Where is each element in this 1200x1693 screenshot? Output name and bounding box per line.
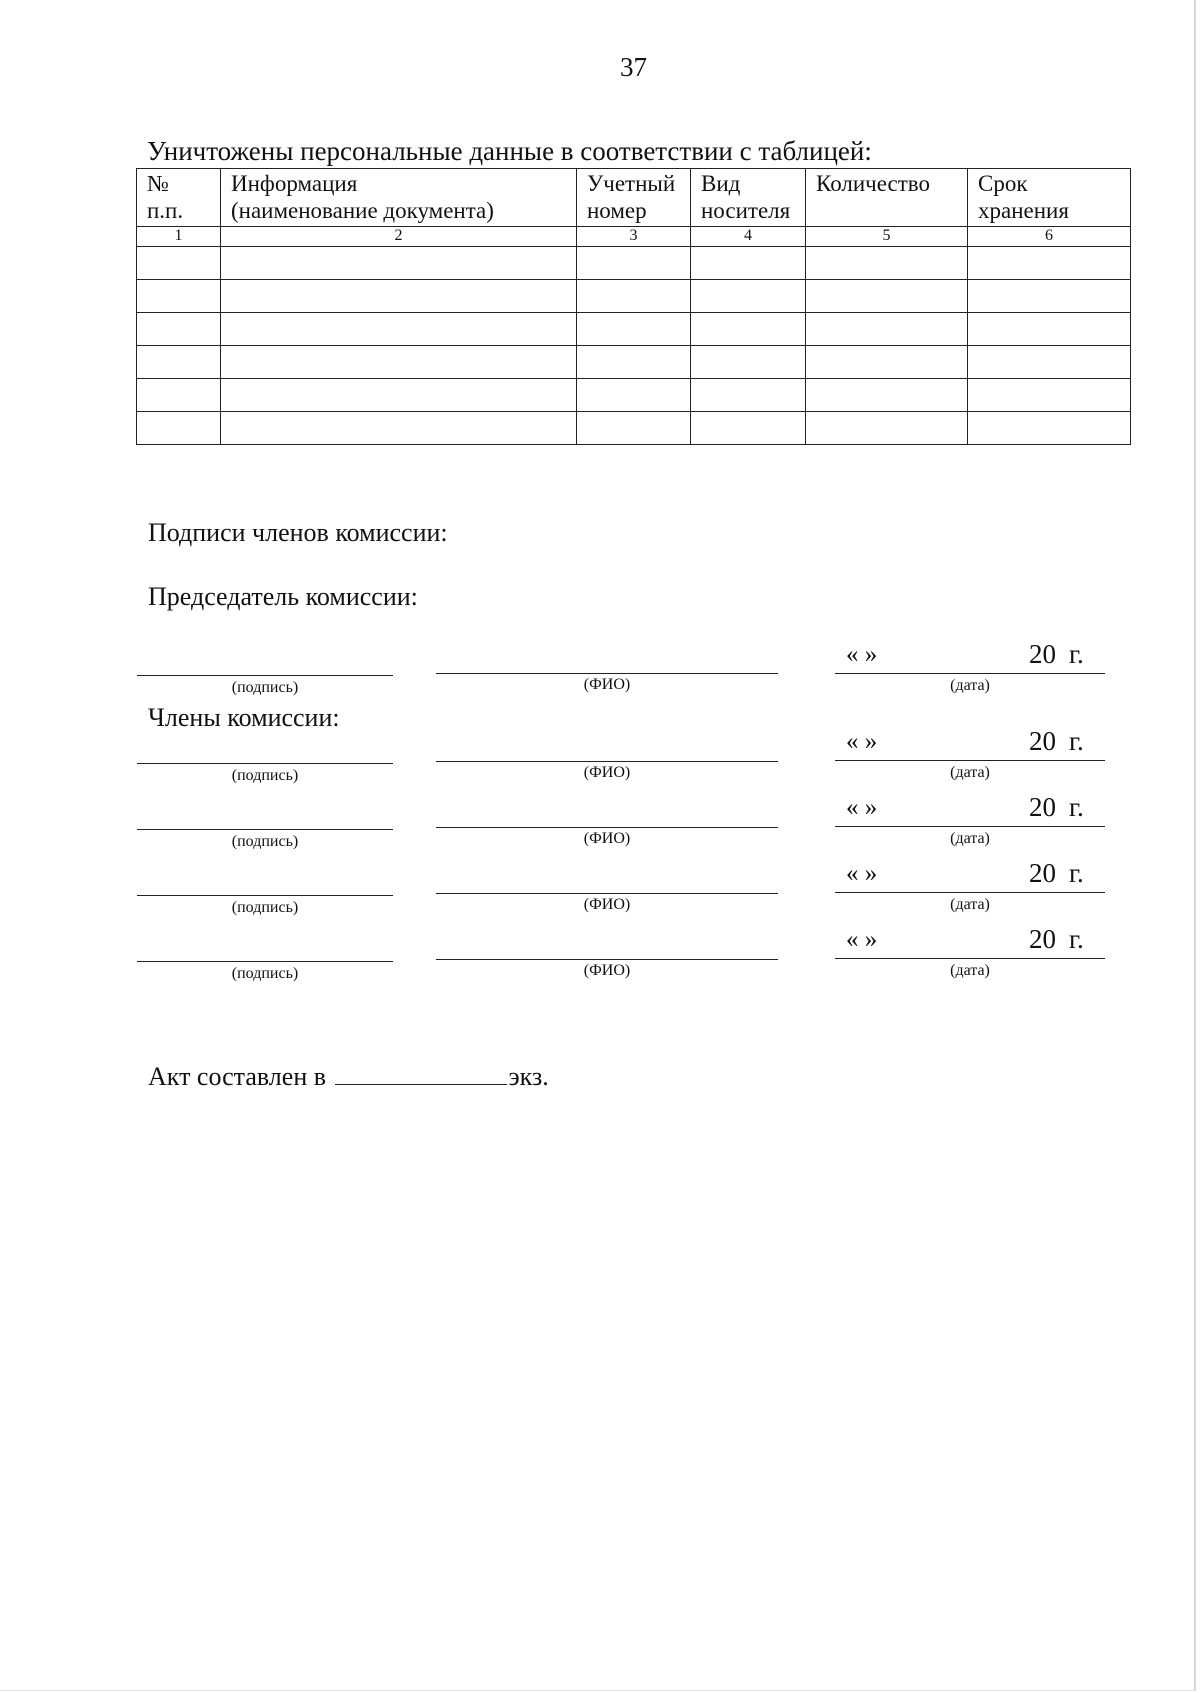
name-line: [436, 827, 778, 828]
signature-line: [137, 763, 393, 764]
table-row: [137, 412, 1131, 445]
header-col-2: Информация (наименование документа): [221, 169, 577, 227]
table-cell: [968, 313, 1131, 346]
table-header-row: [137, 169, 1131, 227]
signature-caption: (подпись): [231, 965, 299, 982]
table-intro-text: Уничтожены персональные данные в соответствии с таблицей:: [147, 136, 872, 166]
name-caption: (ФИО): [583, 962, 631, 979]
table-cell: [577, 280, 691, 313]
signature-caption: (подпись): [231, 833, 299, 850]
date-year: 20: [1029, 924, 1056, 954]
table-row: [137, 379, 1131, 412]
table-cell: [221, 379, 577, 412]
date-caption: (дата): [950, 962, 990, 979]
copies-line: [148, 1062, 549, 1092]
table-row: [137, 346, 1131, 379]
table-cell: [577, 412, 691, 445]
name-line: [436, 893, 778, 894]
table-cell: [577, 379, 691, 412]
table-cell: [221, 280, 577, 313]
date-year-suffix: г.: [1069, 924, 1084, 954]
date-quotes: « »: [846, 641, 878, 668]
column-number: 4: [691, 227, 806, 247]
table-cell: [691, 247, 806, 280]
date-caption: (дата): [950, 896, 990, 913]
signature-line: [137, 829, 393, 830]
table-cell: [137, 247, 221, 280]
date-caption: (дата): [950, 830, 990, 847]
table-cell: [691, 280, 806, 313]
date-quotes: « »: [846, 728, 878, 755]
table-cell: [577, 247, 691, 280]
table-cell: [691, 346, 806, 379]
table-cell: [968, 346, 1131, 379]
table-cell: [806, 379, 968, 412]
date-line: [835, 826, 1105, 827]
copies-prefix: Акт составлен в: [148, 1062, 327, 1091]
date-year: 20: [1029, 792, 1056, 822]
table-cell: [691, 313, 806, 346]
date-line: [835, 760, 1105, 761]
name-caption: (ФИО): [583, 896, 631, 913]
table-cell: [968, 247, 1131, 280]
signature-line: [137, 961, 393, 962]
table-cell: [137, 313, 221, 346]
signature-caption: (подпись): [231, 767, 299, 784]
header-col-6: Срок хранения: [968, 169, 1131, 227]
table-cell: [137, 379, 221, 412]
table-cell: [968, 412, 1131, 445]
date-quotes: « »: [846, 926, 878, 953]
table-cell: [968, 379, 1131, 412]
signature-line: [137, 675, 393, 676]
date-line: [835, 892, 1105, 893]
table-cell: [221, 247, 577, 280]
name-line: [436, 673, 778, 674]
header-col-1: № п.п.: [137, 169, 221, 227]
table-cell: [691, 379, 806, 412]
signature-line: [137, 895, 393, 896]
table-cell: [806, 346, 968, 379]
table-cell: [221, 346, 577, 379]
table-cell: [577, 346, 691, 379]
signatures-heading: Подписи членов комиссии:: [148, 518, 448, 547]
name-line: [436, 761, 778, 762]
date-year: 20: [1029, 639, 1056, 669]
column-number: 6: [968, 227, 1131, 247]
column-number: 3: [577, 227, 691, 247]
table-row: [137, 247, 1131, 280]
table-cell: [806, 247, 968, 280]
table-cell: [137, 280, 221, 313]
column-number-row: [137, 227, 1131, 247]
table-cell: [968, 280, 1131, 313]
copies-count-blank: [335, 1062, 507, 1085]
column-number: 5: [806, 227, 968, 247]
members-heading: Члены комиссии:: [148, 703, 340, 732]
name-caption: (ФИО): [583, 676, 631, 693]
signature-caption: (подпись): [231, 679, 299, 696]
date-year-suffix: г.: [1069, 792, 1084, 822]
date-quotes: « »: [846, 794, 878, 821]
date-year-suffix: г.: [1069, 858, 1084, 888]
name-line: [436, 959, 778, 960]
table-cell: [137, 346, 221, 379]
date-line: [835, 673, 1105, 674]
table-cell: [806, 313, 968, 346]
name-caption: (ФИО): [583, 830, 631, 847]
table-cell: [806, 412, 968, 445]
table-cell: [221, 313, 577, 346]
table-cell: [221, 412, 577, 445]
date-year-suffix: г.: [1069, 726, 1084, 756]
personal-data-table: [136, 168, 1131, 445]
table-cell: [806, 280, 968, 313]
date-caption: (дата): [950, 677, 990, 694]
date-line: [835, 958, 1105, 959]
signature-caption: (подпись): [231, 899, 299, 916]
table-row: [137, 313, 1131, 346]
table-cell: [137, 412, 221, 445]
chairman-heading: Председатель комиссии:: [148, 582, 418, 611]
header-col-3: Учетный номер: [577, 169, 691, 227]
date-year-suffix: г.: [1069, 639, 1084, 669]
table-row: [137, 280, 1131, 313]
date-quotes: « »: [846, 860, 878, 887]
table-cell: [577, 313, 691, 346]
date-year: 20: [1029, 726, 1056, 756]
date-year: 20: [1029, 858, 1056, 888]
name-caption: (ФИО): [583, 764, 631, 781]
header-col-4: Вид носителя: [691, 169, 806, 227]
date-caption: (дата): [950, 764, 990, 781]
column-number: 2: [221, 227, 577, 247]
column-number: 1: [137, 227, 221, 247]
copies-suffix: экз.: [508, 1062, 549, 1091]
header-col-5: Количество: [806, 169, 968, 227]
page-number: 37: [620, 52, 647, 82]
table-cell: [691, 412, 806, 445]
